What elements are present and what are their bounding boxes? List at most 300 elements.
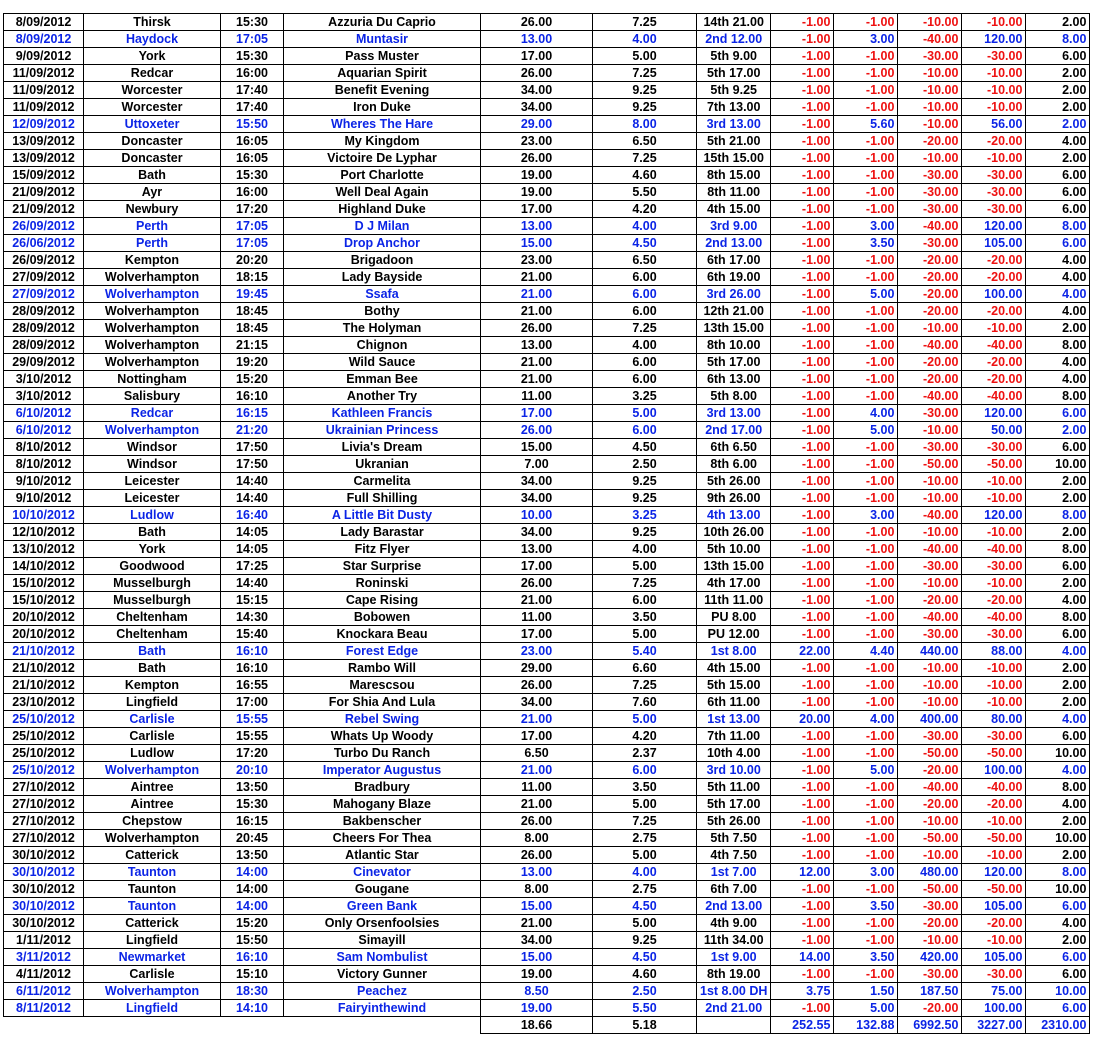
result-cell: PU 12.00 <box>697 626 771 643</box>
win-stake-pl-cell: -10.00 <box>898 82 962 99</box>
table-row <box>4 99 1090 116</box>
total-place-pl: 132.88 <box>834 1017 898 1034</box>
place-stake-pl-cell: -10.00 <box>962 65 1026 82</box>
time-cell: 16:00 <box>221 184 284 201</box>
table-row <box>4 864 1090 881</box>
result-cell: 1st 9.00 <box>697 949 771 966</box>
odds-cell: 26.00 <box>481 14 593 31</box>
win-stake-pl-cell: -30.00 <box>898 405 962 422</box>
time-cell: 17:50 <box>221 439 284 456</box>
table-row <box>4 592 1090 609</box>
place-odds-cell: 7.25 <box>593 575 697 592</box>
total-avg-odds: 18.66 <box>481 1017 593 1034</box>
time-cell: 20:45 <box>221 830 284 847</box>
odds-cell: 26.00 <box>481 320 593 337</box>
odds-cell: 23.00 <box>481 133 593 150</box>
course-cell: Chepstow <box>84 813 221 830</box>
odds-cell: 17.00 <box>481 626 593 643</box>
result-cell: 5th 9.25 <box>697 82 771 99</box>
odds-cell: 15.00 <box>481 949 593 966</box>
time-cell: 15:20 <box>221 371 284 388</box>
result-cell: 3rd 10.00 <box>697 762 771 779</box>
place-stake-pl-cell: 100.00 <box>962 1000 1026 1017</box>
odds-cell: 13.00 <box>481 541 593 558</box>
horse-cell: Bradbury <box>284 779 481 796</box>
time-cell: 17:40 <box>221 82 284 99</box>
win-stake-pl-cell: -20.00 <box>898 592 962 609</box>
table-row <box>4 728 1090 745</box>
date-cell: 14/10/2012 <box>4 558 84 575</box>
time-cell: 15:10 <box>221 966 284 983</box>
time-cell: 14:00 <box>221 898 284 915</box>
table-row <box>4 269 1090 286</box>
time-cell: 13:50 <box>221 847 284 864</box>
result-cell: 9th 26.00 <box>697 490 771 507</box>
win-stake-pl-cell: -10.00 <box>898 660 962 677</box>
course-cell: Thirsk <box>84 14 221 31</box>
table-row <box>4 694 1090 711</box>
course-cell: Taunton <box>84 898 221 915</box>
date-cell: 27/09/2012 <box>4 269 84 286</box>
time-cell: 14:30 <box>221 609 284 626</box>
win-stake-pl-cell: -50.00 <box>898 830 962 847</box>
total-result-blank <box>697 1017 771 1034</box>
horse-cell: Only Orsenfoolsies <box>284 915 481 932</box>
place-stake-pl-cell: -30.00 <box>962 966 1026 983</box>
win-stake-pl-cell: -10.00 <box>898 150 962 167</box>
odds-cell: 10.00 <box>481 507 593 524</box>
place-stake-pl-cell: -10.00 <box>962 575 1026 592</box>
table-row <box>4 626 1090 643</box>
win-pl-cell: -1.00 <box>771 235 834 252</box>
time-cell: 17:20 <box>221 201 284 218</box>
time-cell: 16:10 <box>221 949 284 966</box>
horse-cell: The Holyman <box>284 320 481 337</box>
place-stake-pl-cell: -40.00 <box>962 779 1026 796</box>
time-cell: 15:20 <box>221 915 284 932</box>
course-cell: Nottingham <box>84 371 221 388</box>
horse-cell: Rebel Swing <box>284 711 481 728</box>
place-odds-cell: 9.25 <box>593 932 697 949</box>
win-pl-cell: -1.00 <box>771 167 834 184</box>
odds-cell: 29.00 <box>481 660 593 677</box>
course-cell: Doncaster <box>84 150 221 167</box>
table-row <box>4 150 1090 167</box>
table-row <box>4 983 1090 1000</box>
place-pl-cell: -1.00 <box>834 303 898 320</box>
date-cell: 10/10/2012 <box>4 507 84 524</box>
win-stake-pl-cell: -10.00 <box>898 65 962 82</box>
place-stake-pl-cell: -10.00 <box>962 14 1026 31</box>
place-stake-pl-cell: -50.00 <box>962 830 1026 847</box>
place-pl-cell: 4.00 <box>834 711 898 728</box>
horse-cell: Port Charlotte <box>284 167 481 184</box>
course-cell: Catterick <box>84 847 221 864</box>
odds-cell: 21.00 <box>481 303 593 320</box>
horse-cell: Turbo Du Ranch <box>284 745 481 762</box>
stake-cell: 8.00 <box>1026 609 1090 626</box>
table-row <box>4 65 1090 82</box>
horse-cell: Cape Rising <box>284 592 481 609</box>
time-cell: 21:20 <box>221 422 284 439</box>
place-stake-pl-cell: -20.00 <box>962 252 1026 269</box>
date-cell: 30/10/2012 <box>4 915 84 932</box>
odds-cell: 17.00 <box>481 48 593 65</box>
odds-cell: 21.00 <box>481 796 593 813</box>
win-pl-cell: -1.00 <box>771 218 834 235</box>
horse-cell: Azzuria Du Caprio <box>284 14 481 31</box>
odds-cell: 7.00 <box>481 456 593 473</box>
result-cell: 13th 15.00 <box>697 320 771 337</box>
table-row <box>4 830 1090 847</box>
table-row <box>4 167 1090 184</box>
place-pl-cell: 3.50 <box>834 949 898 966</box>
time-cell: 17:50 <box>221 456 284 473</box>
result-cell: 14th 21.00 <box>697 14 771 31</box>
odds-cell: 21.00 <box>481 592 593 609</box>
date-cell: 9/10/2012 <box>4 490 84 507</box>
date-cell: 1/11/2012 <box>4 932 84 949</box>
place-odds-cell: 9.25 <box>593 524 697 541</box>
course-cell: Aintree <box>84 779 221 796</box>
time-cell: 15:30 <box>221 48 284 65</box>
date-cell: 11/09/2012 <box>4 65 84 82</box>
horse-cell: Victory Gunner <box>284 966 481 983</box>
course-cell: Uttoxeter <box>84 116 221 133</box>
stake-cell: 2.00 <box>1026 320 1090 337</box>
date-cell: 26/06/2012 <box>4 235 84 252</box>
odds-cell: 26.00 <box>481 422 593 439</box>
course-cell: Redcar <box>84 65 221 82</box>
place-stake-pl-cell: -50.00 <box>962 745 1026 762</box>
horse-cell: Drop Anchor <box>284 235 481 252</box>
win-pl-cell: -1.00 <box>771 575 834 592</box>
odds-cell: 19.00 <box>481 167 593 184</box>
table-row <box>4 133 1090 150</box>
time-cell: 15:15 <box>221 592 284 609</box>
date-cell: 21/10/2012 <box>4 660 84 677</box>
place-pl-cell: -1.00 <box>834 626 898 643</box>
place-pl-cell: 3.00 <box>834 507 898 524</box>
stake-cell: 2.00 <box>1026 14 1090 31</box>
odds-cell: 34.00 <box>481 694 593 711</box>
win-pl-cell: -1.00 <box>771 14 834 31</box>
table-row <box>4 762 1090 779</box>
date-cell: 30/10/2012 <box>4 881 84 898</box>
place-pl-cell: -1.00 <box>834 524 898 541</box>
place-odds-cell: 3.25 <box>593 507 697 524</box>
place-odds-cell: 6.00 <box>593 762 697 779</box>
course-cell: Wolverhampton <box>84 983 221 1000</box>
date-cell: 8/10/2012 <box>4 439 84 456</box>
place-stake-pl-cell: -20.00 <box>962 371 1026 388</box>
place-pl-cell: -1.00 <box>834 320 898 337</box>
totals-row <box>4 1017 1090 1034</box>
date-cell: 15/10/2012 <box>4 575 84 592</box>
win-stake-pl-cell: -20.00 <box>898 1000 962 1017</box>
horse-cell: Lady Bayside <box>284 269 481 286</box>
date-cell: 4/11/2012 <box>4 966 84 983</box>
table-row <box>4 405 1090 422</box>
place-stake-pl-cell: -10.00 <box>962 320 1026 337</box>
time-cell: 20:10 <box>221 762 284 779</box>
table-row <box>4 235 1090 252</box>
course-cell: York <box>84 541 221 558</box>
date-cell: 12/09/2012 <box>4 116 84 133</box>
time-cell: 16:10 <box>221 643 284 660</box>
place-pl-cell: -1.00 <box>834 201 898 218</box>
result-cell: 4th 15.00 <box>697 201 771 218</box>
place-pl-cell: -1.00 <box>834 371 898 388</box>
odds-cell: 21.00 <box>481 915 593 932</box>
win-pl-cell: -1.00 <box>771 337 834 354</box>
stake-cell: 4.00 <box>1026 762 1090 779</box>
place-stake-pl-cell: 50.00 <box>962 422 1026 439</box>
place-stake-pl-cell: -30.00 <box>962 201 1026 218</box>
time-cell: 16:05 <box>221 133 284 150</box>
result-cell: 6th 13.00 <box>697 371 771 388</box>
place-pl-cell: -1.00 <box>834 813 898 830</box>
odds-cell: 13.00 <box>481 864 593 881</box>
place-pl-cell: -1.00 <box>834 473 898 490</box>
course-cell: Catterick <box>84 915 221 932</box>
place-pl-cell: -1.00 <box>834 252 898 269</box>
date-cell: 23/10/2012 <box>4 694 84 711</box>
course-cell: Windsor <box>84 439 221 456</box>
table-row <box>4 847 1090 864</box>
place-pl-cell: 3.00 <box>834 218 898 235</box>
result-cell: 6th 11.00 <box>697 694 771 711</box>
win-pl-cell: -1.00 <box>771 405 834 422</box>
place-odds-cell: 4.20 <box>593 728 697 745</box>
course-cell: Cheltenham <box>84 626 221 643</box>
win-pl-cell: -1.00 <box>771 592 834 609</box>
result-cell: 4th 9.00 <box>697 915 771 932</box>
place-stake-pl-cell: -30.00 <box>962 184 1026 201</box>
place-stake-pl-cell: -20.00 <box>962 354 1026 371</box>
table-row <box>4 524 1090 541</box>
win-stake-pl-cell: -40.00 <box>898 388 962 405</box>
win-pl-cell: -1.00 <box>771 371 834 388</box>
course-cell: Lingfield <box>84 694 221 711</box>
time-cell: 16:40 <box>221 507 284 524</box>
time-cell: 14:05 <box>221 541 284 558</box>
stake-cell: 4.00 <box>1026 354 1090 371</box>
win-stake-pl-cell: -40.00 <box>898 31 962 48</box>
win-stake-pl-cell: -50.00 <box>898 456 962 473</box>
odds-cell: 6.50 <box>481 745 593 762</box>
place-pl-cell: 4.00 <box>834 405 898 422</box>
odds-cell: 21.00 <box>481 354 593 371</box>
course-cell: Newmarket <box>84 949 221 966</box>
place-pl-cell: 5.00 <box>834 762 898 779</box>
place-pl-cell: -1.00 <box>834 150 898 167</box>
win-pl-cell: -1.00 <box>771 48 834 65</box>
course-cell: Wolverhampton <box>84 286 221 303</box>
win-pl-cell: -1.00 <box>771 490 834 507</box>
date-cell: 30/10/2012 <box>4 847 84 864</box>
place-odds-cell: 4.50 <box>593 439 697 456</box>
odds-cell: 21.00 <box>481 762 593 779</box>
result-cell: 5th 7.50 <box>697 830 771 847</box>
horse-cell: My Kingdom <box>284 133 481 150</box>
win-stake-pl-cell: -40.00 <box>898 507 962 524</box>
date-cell: 13/09/2012 <box>4 150 84 167</box>
place-pl-cell: -1.00 <box>834 490 898 507</box>
table-row <box>4 456 1090 473</box>
place-odds-cell: 7.25 <box>593 813 697 830</box>
stake-cell: 8.00 <box>1026 864 1090 881</box>
result-cell: 11th 11.00 <box>697 592 771 609</box>
course-cell: Perth <box>84 218 221 235</box>
date-cell: 28/09/2012 <box>4 320 84 337</box>
odds-cell: 34.00 <box>481 932 593 949</box>
horse-cell: Atlantic Star <box>284 847 481 864</box>
horse-cell: Fitz Flyer <box>284 541 481 558</box>
time-cell: 17:40 <box>221 99 284 116</box>
stake-cell: 2.00 <box>1026 473 1090 490</box>
place-pl-cell: -1.00 <box>834 575 898 592</box>
place-pl-cell: -1.00 <box>834 745 898 762</box>
win-stake-pl-cell: -10.00 <box>898 422 962 439</box>
place-pl-cell: 3.00 <box>834 31 898 48</box>
place-odds-cell: 2.50 <box>593 456 697 473</box>
total-stakes: 2310.00 <box>1026 1017 1090 1034</box>
time-cell: 14:40 <box>221 575 284 592</box>
win-stake-pl-cell: -40.00 <box>898 337 962 354</box>
place-stake-pl-cell: -10.00 <box>962 524 1026 541</box>
result-cell: 6th 7.00 <box>697 881 771 898</box>
place-pl-cell: -1.00 <box>834 796 898 813</box>
result-cell: 10th 26.00 <box>697 524 771 541</box>
place-odds-cell: 4.50 <box>593 949 697 966</box>
stake-cell: 8.00 <box>1026 541 1090 558</box>
stake-cell: 4.00 <box>1026 796 1090 813</box>
result-cell: 11th 34.00 <box>697 932 771 949</box>
place-odds-cell: 4.00 <box>593 218 697 235</box>
place-stake-pl-cell: 56.00 <box>962 116 1026 133</box>
table-row <box>4 303 1090 320</box>
stake-cell: 2.00 <box>1026 82 1090 99</box>
place-stake-pl-cell: -30.00 <box>962 626 1026 643</box>
win-stake-pl-cell: -10.00 <box>898 320 962 337</box>
odds-cell: 11.00 <box>481 779 593 796</box>
place-odds-cell: 4.00 <box>593 31 697 48</box>
date-cell: 8/09/2012 <box>4 14 84 31</box>
place-odds-cell: 3.25 <box>593 388 697 405</box>
course-cell: Bath <box>84 660 221 677</box>
date-cell: 8/10/2012 <box>4 456 84 473</box>
win-pl-cell: -1.00 <box>771 456 834 473</box>
win-pl-cell: -1.00 <box>771 728 834 745</box>
course-cell: Musselburgh <box>84 575 221 592</box>
course-cell: Newbury <box>84 201 221 218</box>
place-odds-cell: 5.00 <box>593 711 697 728</box>
date-cell: 13/10/2012 <box>4 541 84 558</box>
time-cell: 19:45 <box>221 286 284 303</box>
stake-cell: 4.00 <box>1026 269 1090 286</box>
win-stake-pl-cell: -30.00 <box>898 235 962 252</box>
stake-cell: 6.00 <box>1026 167 1090 184</box>
odds-cell: 19.00 <box>481 1000 593 1017</box>
win-stake-pl-cell: -10.00 <box>898 490 962 507</box>
course-cell: Wolverhampton <box>84 303 221 320</box>
course-cell: Wolverhampton <box>84 830 221 847</box>
time-cell: 20:20 <box>221 252 284 269</box>
stake-cell: 6.00 <box>1026 626 1090 643</box>
date-cell: 6/11/2012 <box>4 983 84 1000</box>
place-stake-pl-cell: -40.00 <box>962 337 1026 354</box>
date-cell: 27/10/2012 <box>4 779 84 796</box>
time-cell: 17:05 <box>221 218 284 235</box>
stake-cell: 2.00 <box>1026 422 1090 439</box>
stake-cell: 4.00 <box>1026 303 1090 320</box>
time-cell: 17:20 <box>221 745 284 762</box>
course-cell: Aintree <box>84 796 221 813</box>
horse-cell: Marescsou <box>284 677 481 694</box>
win-stake-pl-cell: -20.00 <box>898 252 962 269</box>
horse-cell: Sam Nombulist <box>284 949 481 966</box>
place-odds-cell: 2.75 <box>593 830 697 847</box>
date-cell: 26/09/2012 <box>4 218 84 235</box>
win-pl-cell: -1.00 <box>771 762 834 779</box>
time-cell: 17:05 <box>221 235 284 252</box>
place-odds-cell: 2.50 <box>593 983 697 1000</box>
result-cell: 5th 21.00 <box>697 133 771 150</box>
stake-cell: 8.00 <box>1026 337 1090 354</box>
win-pl-cell: -1.00 <box>771 31 834 48</box>
course-cell: Kempton <box>84 252 221 269</box>
course-cell: Wolverhampton <box>84 422 221 439</box>
stake-cell: 2.00 <box>1026 116 1090 133</box>
table-row <box>4 558 1090 575</box>
table-row <box>4 813 1090 830</box>
win-stake-pl-cell: 420.00 <box>898 949 962 966</box>
odds-cell: 34.00 <box>481 99 593 116</box>
win-stake-pl-cell: -10.00 <box>898 694 962 711</box>
horse-cell: Whats Up Woody <box>284 728 481 745</box>
stake-cell: 4.00 <box>1026 371 1090 388</box>
place-stake-pl-cell: -20.00 <box>962 796 1026 813</box>
result-cell: 8th 6.00 <box>697 456 771 473</box>
place-odds-cell: 6.50 <box>593 252 697 269</box>
horse-cell: Full Shilling <box>284 490 481 507</box>
win-pl-cell: -1.00 <box>771 439 834 456</box>
place-pl-cell: -1.00 <box>834 82 898 99</box>
horse-cell: Well Deal Again <box>284 184 481 201</box>
place-pl-cell: -1.00 <box>834 915 898 932</box>
win-pl-cell: -1.00 <box>771 898 834 915</box>
result-cell: 15th 15.00 <box>697 150 771 167</box>
win-stake-pl-cell: -20.00 <box>898 269 962 286</box>
stake-cell: 8.00 <box>1026 779 1090 796</box>
date-cell: 26/09/2012 <box>4 252 84 269</box>
result-cell: 3rd 9.00 <box>697 218 771 235</box>
result-cell: 2nd 13.00 <box>697 898 771 915</box>
place-stake-pl-cell: 88.00 <box>962 643 1026 660</box>
stake-cell: 6.00 <box>1026 966 1090 983</box>
table-row <box>4 541 1090 558</box>
result-cell: 6th 6.50 <box>697 439 771 456</box>
date-cell: 3/11/2012 <box>4 949 84 966</box>
place-pl-cell: -1.00 <box>834 881 898 898</box>
date-cell: 20/10/2012 <box>4 609 84 626</box>
place-stake-pl-cell: 105.00 <box>962 235 1026 252</box>
result-cell: 13th 15.00 <box>697 558 771 575</box>
horse-cell: Roninski <box>284 575 481 592</box>
place-stake-pl-cell: 120.00 <box>962 864 1026 881</box>
place-pl-cell: 3.50 <box>834 235 898 252</box>
